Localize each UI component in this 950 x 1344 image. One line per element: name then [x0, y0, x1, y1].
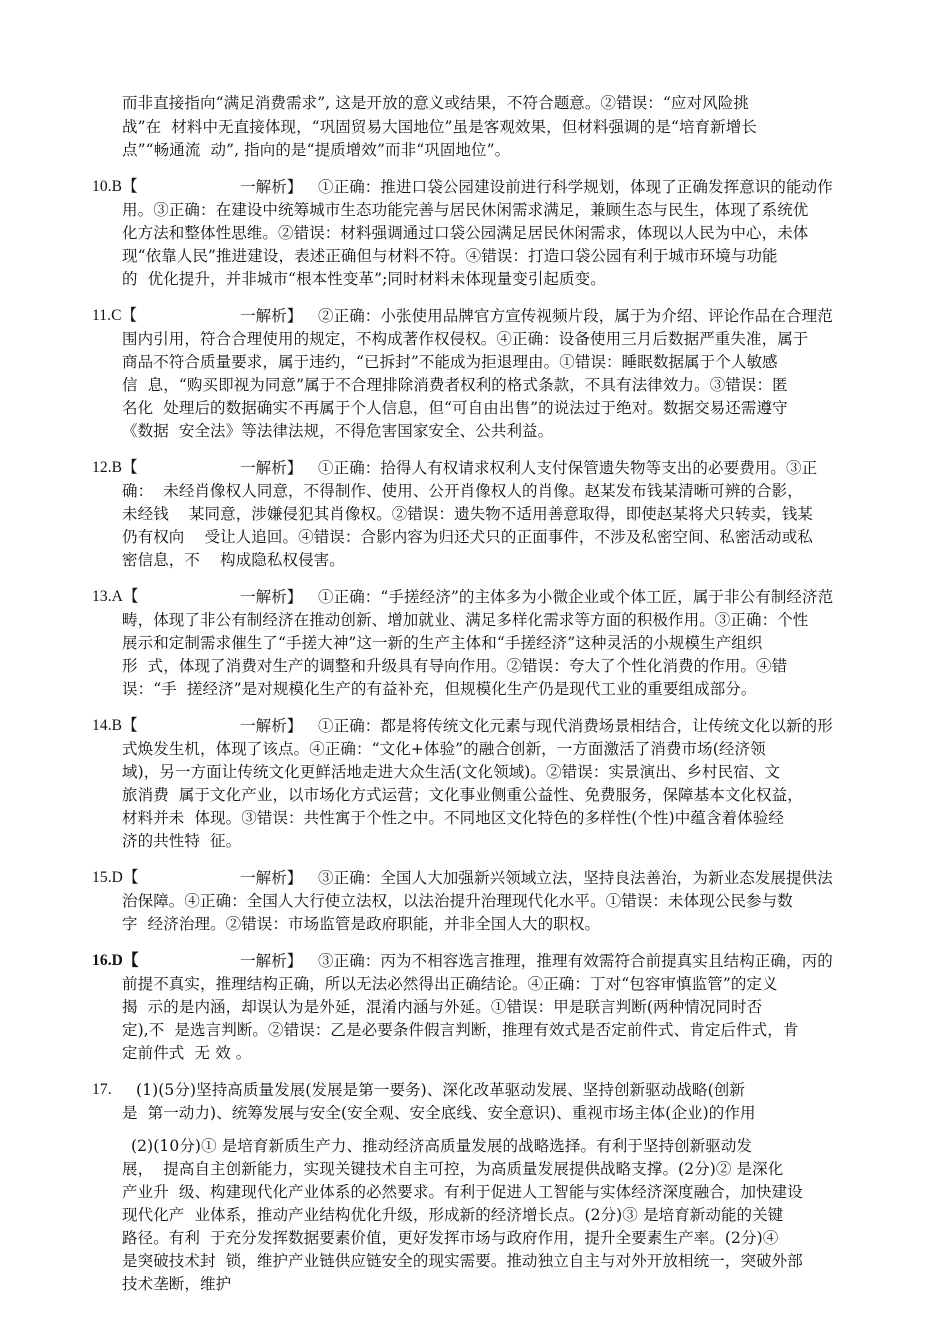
paragraph-line: 商品不符合质量要求，属于违约，“已拆封”不能成为拒退理由。①错误：睡眠数据属于个人敏感 — [122, 353, 778, 371]
paragraph-line: 误：“手 搓经济”是对规模化生产的有益补充，但规模化生产仍是现代工业的重要组成部分。 — [122, 680, 757, 698]
paragraph-line: 旅消费 属于文化产业，以市场化方式运营；文化事业侧重公益性、免费服务，保障基本文化权益， — [122, 786, 803, 804]
paragraph-line: 路径。有利 于充分发挥数据要素价值，更好发挥市场与政府作用，提升全要素生产率。(2分)④ — [122, 1229, 779, 1247]
paragraph-line: 畴，体现了非公有制经济在推动创新、增加就业、满足多样化需求等方面的积极作用。③正确：个性 — [122, 611, 809, 629]
paragraph-line: 信 息，“购买即视为同意”属于不合理排除消费者权利的格式条款，不具有法律效力。③错误：匿 — [122, 376, 788, 394]
paragraph-line: 定),不 是选言判断。②错误：乙是必要条件假言判断，推理有效式是否定前件式、肯定后件式，肯 — [122, 1021, 799, 1039]
paragraph-line: ③正确：全国人大加强新兴领域立法，坚持良法善治，为新业态发展提供法 — [318, 869, 833, 887]
paragraph-line: 是 第一动力)、统筹发展与安全(安全观、安全底线、安全意识)、重视市场主体(企业)的作用 — [122, 1104, 756, 1122]
analysis-tag: 一解析】 — [240, 459, 303, 477]
paragraph-line: 的 优化提升，并非城市“根本性变革”;同时材料未体现量变引起质变。 — [122, 270, 606, 288]
question-label: 17. — [92, 1081, 112, 1098]
paragraph-line: 产业升 级、构建现代化产业体系的必然要求。有利于促进人工智能与实体经济深度融合，加快建设 — [122, 1183, 803, 1201]
paragraph-line: ①正确：推进口袋公园建设前进行科学规划，体现了正确发挥意识的能动作 — [318, 178, 833, 196]
paragraph-line: 化方法和整体性思维。②错误：材料强调通过口袋公园满足居民休闲需求，体现以人民为中心，未体 — [122, 224, 809, 242]
paragraph-line: ①正确：“手搓经济”的主体多为小微企业或个体工匠，属于非公有制经济范 — [318, 588, 834, 606]
analysis-tag: 一解析】 — [240, 178, 303, 196]
question-label: 14.B【 — [92, 717, 138, 734]
paragraph-line: 前提不真实，推理结构正确，所以无法必然得出正确结论。④正确：丁对“包容审慎监管”的定义 — [122, 975, 778, 993]
paragraph-line: 仍有权向 受让人追回。④错误：合影内容为归还犬只的正面事件，不涉及私密空间、私密活动或私 — [122, 528, 813, 546]
paragraph-line: ①正确：拾得人有权请求权利人支付保管遗失物等支出的必要费用。③正 — [318, 459, 818, 477]
analysis-tag: 一解析】 — [240, 869, 303, 887]
question-label: 16.D【 — [92, 952, 139, 969]
paragraph-line: 而非直接指向“满足消费需求”, 这是开放的意义或结果，不符合题意。②错误：“应对风险挑 — [122, 94, 749, 112]
paragraph-line: 现“依靠人民”推进建设，表述正确但与材料不符。④错误：打造口袋公园有利于城市环境与功能 — [122, 247, 778, 265]
analysis-tag: 一解析】 — [240, 307, 303, 325]
paragraph-line: 密信息，不 构成隐私权侵害。 — [122, 551, 345, 569]
paragraph-line: 济的共性特 征。 — [122, 832, 242, 850]
paragraph-line: 名化 处理后的数据确实不再属于个人信息，但“可自由出售”的说法过于绝对。数据交易还需遵守 — [122, 399, 788, 417]
paragraph-line: 未经钱 某同意，涉嫌侵犯其肖像权。②错误：遗失物不适用善意取得，即使赵某将犬只转卖，钱某 — [122, 505, 813, 523]
paragraph-line: 技术垄断，维护 — [122, 1275, 232, 1293]
paragraph-line: ①正确：都是将传统文化元素与现代消费场景相结合，让传统文化以新的形 — [318, 717, 833, 735]
paragraph-line: 点”“畅通流 动”, 指向的是“提质增效”而非“巩固地位”。 — [122, 141, 511, 159]
paragraph-line: 治保障。④正确：全国人大行使立法权，以法治提升治理现代化水平。①错误：未体现公民参与数 — [122, 892, 793, 910]
analysis-tag: 一解析】 — [240, 717, 303, 735]
paragraph-line: 用。③正确：在建设中统筹城市生态功能完善与居民休闲需求满足，兼顾生态与民生，体现了系统优 — [122, 201, 809, 219]
paragraph-line: 展示和定制需求催生了“手搓大神”这一新的生产主体和“手搓经济”这种灵活的小规模生产组织 — [122, 634, 763, 652]
paragraph-line: 式焕发生机，体现了该点。④正确：“文化+体验”的融合创新，一方面激活了消费市场(经济领 — [122, 740, 766, 758]
paragraph-line: 展， 提高自主创新能力，实现关键技术自主可控，为高质量发展提供战略支撑。(2分)② 是深化 — [122, 1160, 784, 1178]
paragraph-line: 揭 示的是内涵，却误认为是外延，混淆内涵与外延。①错误：甲是联言判断(两种情况同时否 — [122, 998, 763, 1016]
paragraph-line: 《数据 安全法》等法律法规，不得危害国家安全、公共利益。 — [122, 422, 554, 440]
question-label: 10.B【 — [92, 178, 138, 195]
paragraph-line: 域)，另一方面让传统文化更鲜活地走进大众生活(文化领域)。②错误：实景演出、乡村民宿、文 — [122, 763, 781, 781]
question-label: 11.C【 — [92, 307, 138, 324]
analysis-tag: 一解析】 — [240, 588, 303, 606]
paragraph-line: ③正确：丙为不相容选言推理，推理有效需符合前提真实且结构正确，丙的 — [318, 952, 833, 970]
paragraph-line: 是突破技术封 锁，维护产业链供应链安全的现实需要。推动独立自主与对外开放相统一，突破外部 — [122, 1252, 803, 1270]
paragraph-line: (1)(5分)坚持高质量发展(发展是第一要务)、深化改革驱动发展、坚持创新驱动战略(创新 — [136, 1081, 745, 1099]
paragraph-line: (2)(10分)① 是培育新质生产力、推动经济高质量发展的战略选择。有利于坚持创新驱动发 — [131, 1137, 753, 1155]
question-label: 15.D【 — [92, 869, 139, 886]
paragraph-line: 定前件式 无 效 。 — [122, 1044, 252, 1062]
paragraph-line: 战”在 材料中无直接体现，“巩固贸易大国地位”虽是客观效果，但材料强调的是“培育新增长 — [122, 118, 757, 136]
paragraph-line: 材料并未 体现。③错误：共性寓于个性之中。不同地区文化特色的多样性(个性)中蕴含着体验经 — [122, 809, 784, 827]
question-label: 13.A【 — [92, 588, 139, 605]
paragraph-line: 字 经济治理。②错误：市场监管是政府职能，并非全国人大的职权。 — [122, 915, 601, 933]
paragraph-line: 形 式，体现了消费对生产的调整和升级具有导向作用。②错误：夸大了个性化消费的作用。④错 — [122, 657, 788, 675]
paragraph-line: 确： 未经肖像权人同意，不得制作、使用、公开肖像权人的肖像。赵某发布钱某清晰可辨的合影， — [122, 482, 803, 500]
paragraph-line: ②正确：小张使用品牌官方宣传视频片段，属于为介绍、评论作品在合理范 — [318, 307, 833, 325]
paragraph-line: 现代化产 业体系，推动产业结构优化升级，形成新的经济增长点。(2分)③ 是培育新动能的关键 — [122, 1206, 784, 1224]
analysis-tag: 一解析】 — [240, 952, 303, 970]
paragraph-line: 围内引用，符合合理使用的规定，不构成著作权侵权。④正确：设备使用三月后数据严重失准，属于 — [122, 330, 809, 348]
question-label: 12.B【 — [92, 459, 138, 476]
